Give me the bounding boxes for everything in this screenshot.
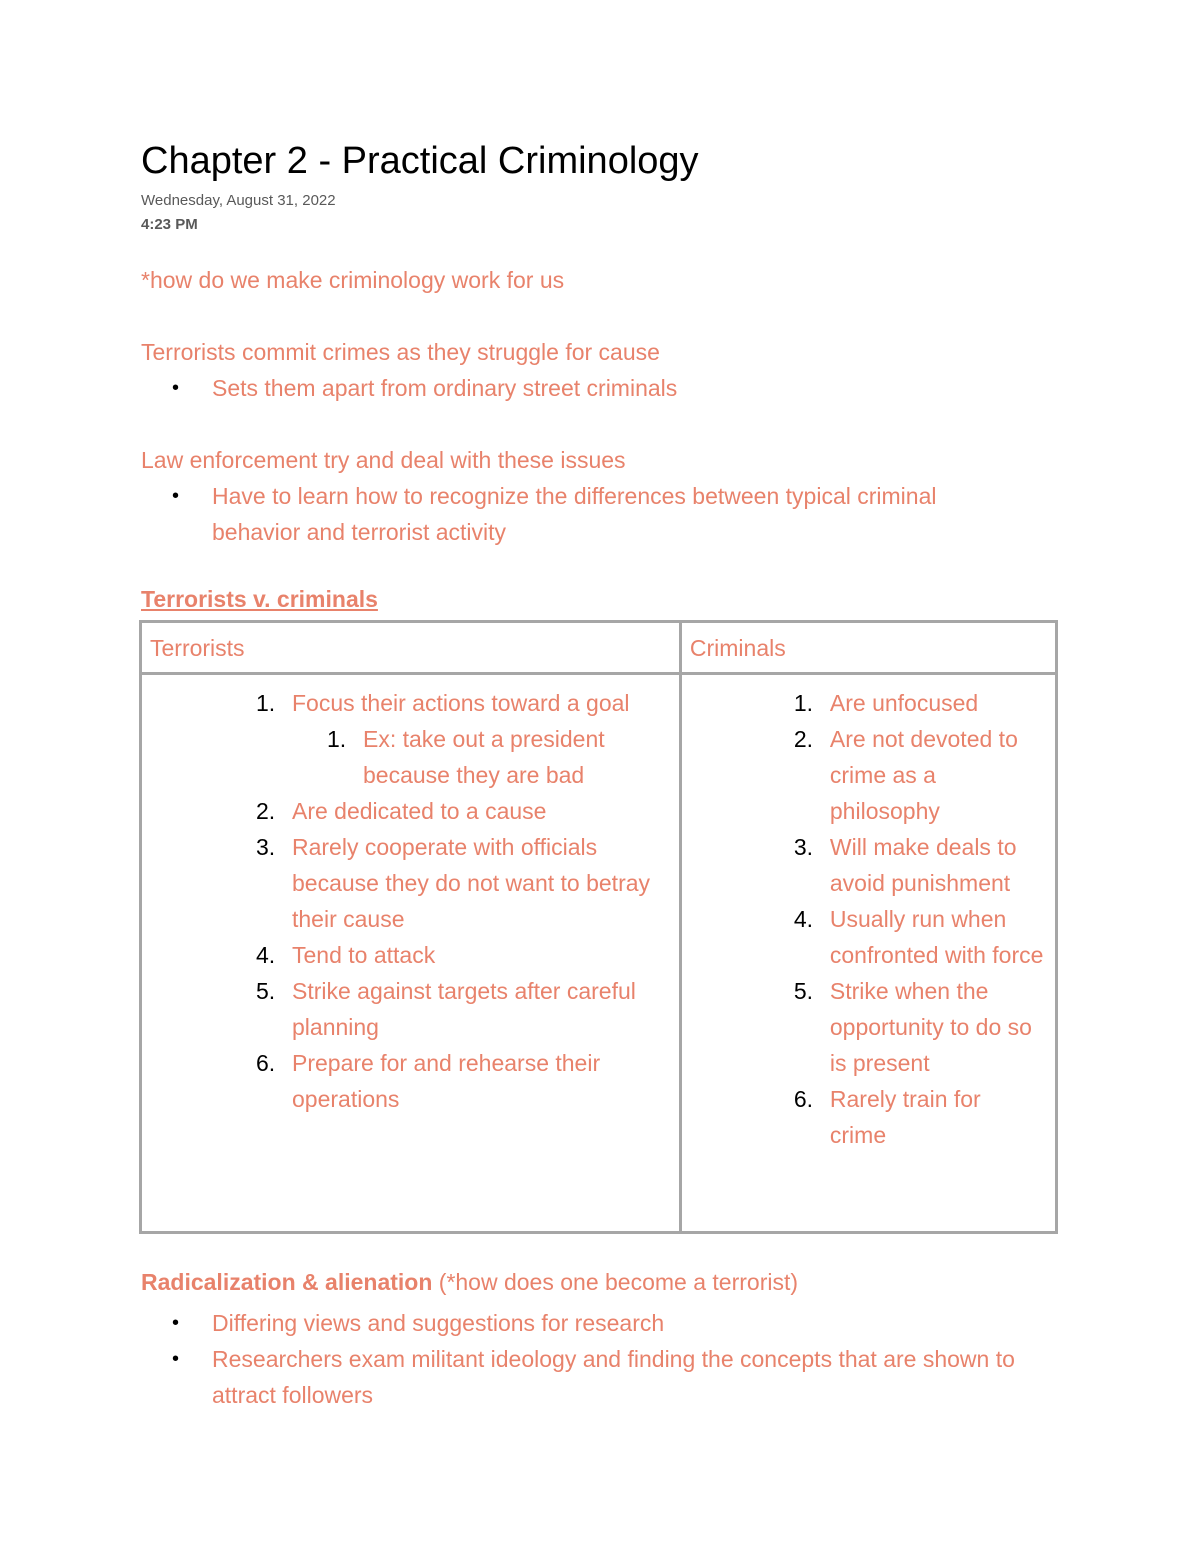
list-number: 2. [256,798,276,824]
list-item [256,685,662,721]
list-item [793,721,1050,829]
list-number: 6. [793,1086,814,1112]
list-item [793,1081,1050,1153]
terrorists-line: Terrorists commit crimes as they struggle for cause [141,339,660,365]
list-item [256,793,662,829]
list-number: 4. [256,942,276,968]
bullet-icon: • [172,485,180,507]
bullet-text: Differing views and suggestions for research [212,1310,665,1336]
list-number: 5. [256,978,276,1004]
list-number: 2. [793,726,814,752]
list-item [327,721,662,793]
bullet-text: Have to learn how to recognize the differences between typical criminal behavior and terrorist activity [212,483,937,545]
list-number: 3. [793,834,814,860]
note-time: 4:23 PM [141,216,198,233]
page-title: Chapter 2 - Practical Criminology [141,140,699,182]
list-item [256,829,662,937]
list-text: Are unfocused [829,690,979,716]
list-item [793,829,1050,901]
radicalization-heading [141,1269,798,1296]
bullet-text: Sets them apart from ordinary street criminals [212,375,678,401]
bullet-icon: • [172,1348,180,1370]
list-item [793,973,1050,1081]
list-number: 5. [793,978,814,1004]
terrorists-cell [141,674,681,1233]
list-number: 3. [256,834,276,860]
terrorists-list [256,685,662,1117]
list-number: 4. [793,906,814,932]
list-item [256,1045,662,1117]
bullet-text: Researchers exam militant ideology and finding the concepts that are shown to attract followers [212,1346,1015,1408]
list-item [256,937,662,973]
list-number: 1. [256,690,276,716]
list-text: Strike against targets after careful planning [292,978,636,1040]
comparison-table [139,620,1058,1234]
list-text: Rarely train for crime [829,1086,981,1148]
criminals-cell [680,674,1056,1233]
radicalization-title: Radicalization & alienation [141,1269,433,1295]
list-text: Rarely cooperate with officials because they do not want to betray their cause [292,834,651,932]
list-item [256,973,662,1045]
table-header-row [141,622,1057,674]
question-line: *how do we make criminology work for us [141,267,565,293]
list-text: Strike when the opportunity to do so is present [829,978,1032,1076]
list-item [793,901,1050,973]
list-number: 1. [327,726,347,752]
table-row [141,674,1057,1233]
list-text: Will make deals to avoid punishment [829,834,1017,896]
bullet-icon: • [172,377,180,399]
header-criminals: Criminals [680,622,1056,674]
list-text: Are dedicated to a cause [292,798,547,824]
list-text: Focus their actions toward a goal [292,690,630,716]
list-item [793,685,1050,721]
list-text: Are not devoted to crime as a philosophy [829,726,1018,824]
law-line: Law enforcement try and deal with these issues [141,447,626,473]
list-number: 1. [793,690,814,716]
criminals-list [793,685,1050,1153]
comparison-heading: Terrorists v. criminals [141,586,378,612]
radicalization-subtitle: (*how does one become a terrorist) [438,1269,799,1295]
note-date: Wednesday, August 31, 2022 [141,192,336,209]
list-text: Ex: take out a president because they are bad [363,726,605,788]
list-text: Prepare for and rehearse their operations [292,1050,601,1112]
list-text: Tend to attack [292,942,436,968]
list-number: 6. [256,1050,276,1076]
header-terrorists: Terrorists [141,622,681,674]
list-text: Usually run when confronted with force [829,906,1044,968]
bullet-icon: • [172,1312,180,1334]
